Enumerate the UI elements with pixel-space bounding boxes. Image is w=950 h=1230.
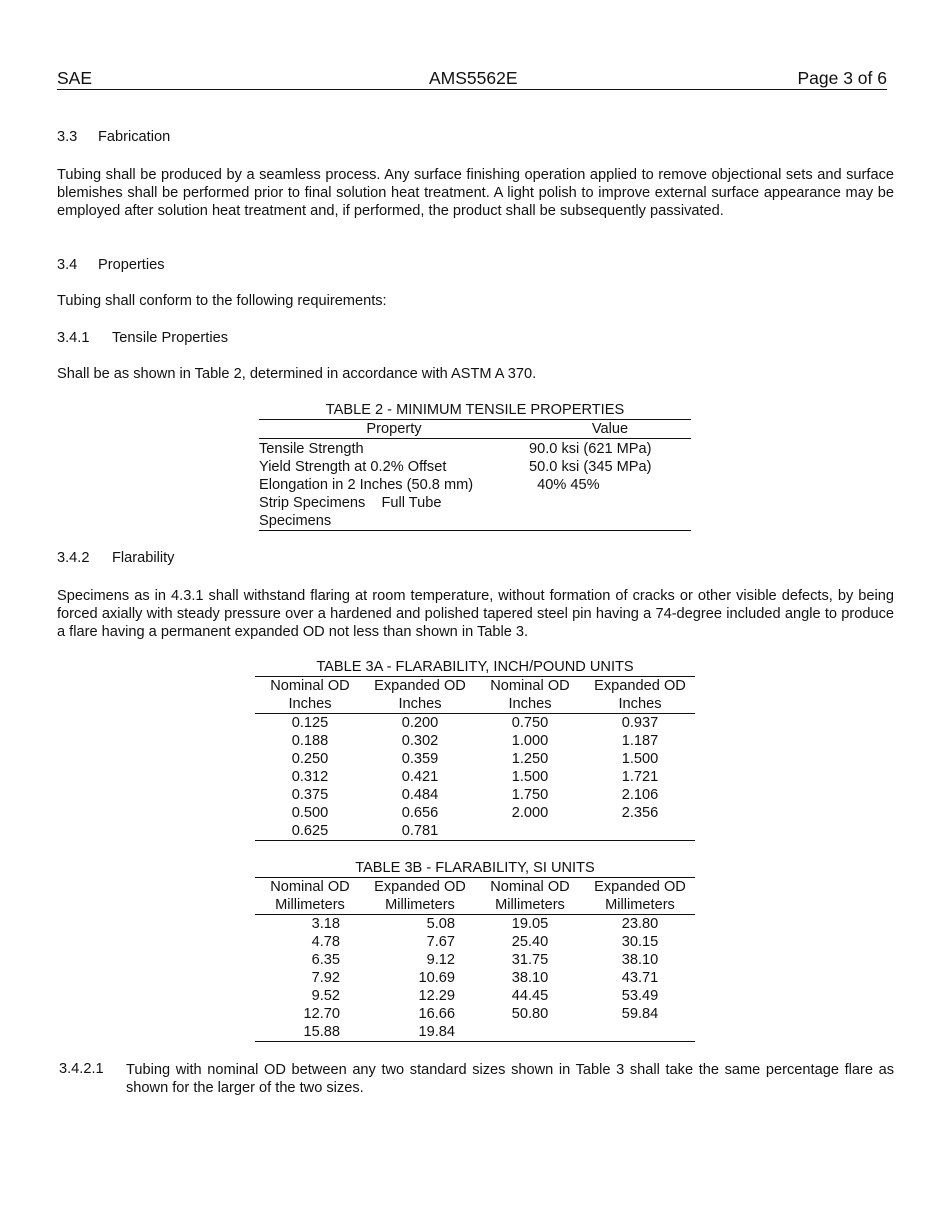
section-3-4-2-paragraph: Specimens as in 4.3.1 shall withstand flaring at room temperature, without formation of cracks or other visible defects, by being forced axially with steady pressure over a hardened and polished tapered steel pin having a 74-degree included angle to produce a flare having a permanent expanded OD not less than shown in Table 3. [57, 588, 894, 640]
table-cell: 0.302 [401, 733, 439, 749]
table-cell: 0.750 [511, 715, 549, 731]
table-2-body [259, 439, 691, 531]
table-cell: 1.250 [511, 751, 549, 767]
table-cell: 2.106 [621, 787, 659, 803]
table-cell: 53.49 [621, 988, 659, 1004]
table-3b [255, 859, 695, 1042]
table-cell [475, 1023, 585, 1041]
table-cell: 44.45 [511, 988, 549, 1004]
table-cell: 1.500 [511, 769, 549, 785]
table-row [255, 1005, 695, 1023]
table-2-property: Yield Strength at 0.2% Offset [259, 459, 447, 475]
table-2-value: 40% 45% [529, 477, 600, 493]
table-cell: 1.187 [621, 733, 659, 749]
section-3-3-title: Fabrication [98, 129, 171, 145]
table-cell: 31.75 [511, 952, 549, 968]
table-cell: 0.359 [401, 751, 439, 767]
table-cell [585, 1023, 695, 1041]
table-2-property: Specimens [259, 513, 332, 529]
table-3a-header-cell: Nominal OD Inches [490, 678, 570, 712]
table-3a-header-cell: Expanded OD Inches [594, 678, 686, 712]
section-3-4-title: Properties [98, 257, 165, 273]
table-cell: 1.000 [511, 733, 549, 749]
table-3a-body [255, 714, 695, 841]
table-cell: 12.70 [303, 1006, 340, 1022]
table-cell: 12.29 [418, 988, 455, 1004]
table-cell: 30.15 [621, 934, 659, 950]
table-row [255, 987, 695, 1005]
table-row [255, 750, 695, 768]
table-row [255, 915, 695, 933]
table-cell: 15.88 [303, 1024, 340, 1040]
table-cell: 0.484 [401, 787, 439, 803]
table-row [255, 804, 695, 822]
table-row [255, 969, 695, 987]
section-3-4-2-1-paragraph: Tubing with nominal OD between any two standard sizes shown in Table 3 shall take the same percentage flare as shown for the larger of the two sizes. [126, 1062, 894, 1096]
table-row [255, 714, 695, 732]
table-cell: 0.421 [401, 769, 439, 785]
table-cell: 23.80 [621, 916, 659, 932]
table-cell: 50.80 [511, 1006, 549, 1022]
table-cell: 0.656 [401, 805, 439, 821]
table-row [255, 951, 695, 969]
table-cell: 0.375 [291, 787, 329, 803]
table-cell: 2.356 [621, 805, 659, 821]
table-cell: 0.200 [401, 715, 439, 731]
section-3-4-1-paragraph: Shall be as shown in Table 2, determined in accordance with ASTM A 370. [57, 366, 537, 382]
table-3b-caption: TABLE 3B - FLARABILITY, SI UNITS [255, 859, 695, 878]
table-cell: 0.500 [291, 805, 329, 821]
table-cell: 0.188 [291, 733, 329, 749]
table-2-col-value: Value [591, 421, 629, 437]
table-2-header [259, 420, 691, 439]
table-row [255, 1023, 695, 1041]
table-cell: 9.52 [311, 988, 340, 1004]
table-3a-header-cell: Expanded OD Inches [374, 678, 466, 712]
table-3b-header-cell: Nominal OD Millimeters [270, 879, 350, 913]
table-cell: 38.10 [621, 952, 659, 968]
table-2-col-property: Property [366, 421, 422, 437]
section-3-4-2-number: 3.4.2 [57, 550, 90, 566]
table-cell: 2.000 [511, 805, 549, 821]
table-2-value: 50.0 ksi (345 MPa) [529, 459, 652, 475]
table-3a-header [255, 677, 695, 714]
table-2-property: Tensile Strength [259, 441, 364, 457]
table-cell: 0.250 [291, 751, 329, 767]
table-cell: 10.69 [418, 970, 455, 986]
table-cell: 25.40 [511, 934, 549, 950]
section-3-4-2-title: Flarability [112, 550, 175, 566]
table-cell: 0.937 [621, 715, 659, 731]
table-cell: 0.312 [291, 769, 329, 785]
table-row [259, 440, 691, 458]
table-2-caption: TABLE 2 - MINIMUM TENSILE PROPERTIES [259, 401, 691, 420]
table-row [255, 933, 695, 951]
table-2-value: 90.0 ksi (621 MPa) [529, 441, 652, 457]
table-3a-caption: TABLE 3A - FLARABILITY, INCH/POUND UNITS [255, 658, 695, 677]
table-cell: 43.71 [621, 970, 659, 986]
table-cell: 1.721 [621, 769, 659, 785]
table-2-property: Elongation in 2 Inches (50.8 mm) [259, 477, 474, 493]
table-cell: 4.78 [311, 934, 340, 950]
section-3-3-number: 3.3 [57, 129, 78, 145]
table-row [255, 768, 695, 786]
table-row [255, 732, 695, 750]
page-header [57, 68, 887, 90]
header-doc-number: AMS5562E [429, 68, 518, 88]
section-3-4-paragraph: Tubing shall conform to the following requirements: [57, 293, 387, 309]
table-cell: 19.05 [511, 916, 549, 932]
table-2 [259, 401, 691, 531]
table-cell: 1.500 [621, 751, 659, 767]
table-3a-header-cell: Nominal OD Inches [270, 678, 350, 712]
section-3-4-2-1-number: 3.4.2.1 [59, 1061, 104, 1077]
table-row [255, 786, 695, 804]
table-row [259, 512, 691, 530]
table-row [259, 494, 691, 512]
table-3a [255, 658, 695, 841]
table-cell: 0.625 [291, 823, 329, 839]
table-cell: 7.67 [426, 934, 455, 950]
table-cell: 7.92 [311, 970, 340, 986]
table-row [255, 822, 695, 840]
table-cell: 0.125 [291, 715, 329, 731]
table-cell [475, 822, 585, 840]
table-cell: 6.35 [311, 952, 340, 968]
section-3-4-number: 3.4 [57, 257, 78, 273]
table-3b-header [255, 878, 695, 915]
table-cell: 0.781 [401, 823, 439, 839]
section-3-4-1-title: Tensile Properties [112, 330, 228, 346]
table-3b-body [255, 915, 695, 1042]
table-cell: 16.66 [418, 1006, 455, 1022]
header-org: SAE [57, 68, 93, 88]
section-3-4-1-number: 3.4.1 [57, 330, 90, 346]
table-cell: 19.84 [418, 1024, 455, 1040]
header-page-number: Page 3 of 6 [797, 68, 887, 88]
table-cell: 38.10 [511, 970, 549, 986]
table-2-property: Strip Specimens Full Tube [259, 495, 442, 511]
table-cell: 59.84 [621, 1006, 659, 1022]
table-row [259, 476, 691, 494]
table-3b-header-cell: Expanded OD Millimeters [374, 879, 466, 913]
table-cell: 5.08 [426, 916, 455, 932]
table-cell: 1.750 [511, 787, 549, 803]
table-cell: 3.18 [311, 916, 340, 932]
table-3b-header-cell: Expanded OD Millimeters [594, 879, 686, 913]
table-3b-header-cell: Nominal OD Millimeters [490, 879, 570, 913]
table-row [259, 458, 691, 476]
section-3-3-paragraph: Tubing shall be produced by a seamless process. Any surface finishing operation applied to remove objectional sets and surface blemishes shall be performed prior to final solution heat treatment. A light polish to improve external surface appearance may be employed after solution heat treatment and, if performed, the product shall be subsequently passivated. [57, 167, 894, 219]
table-cell: 9.12 [426, 952, 455, 968]
table-cell [585, 822, 695, 840]
